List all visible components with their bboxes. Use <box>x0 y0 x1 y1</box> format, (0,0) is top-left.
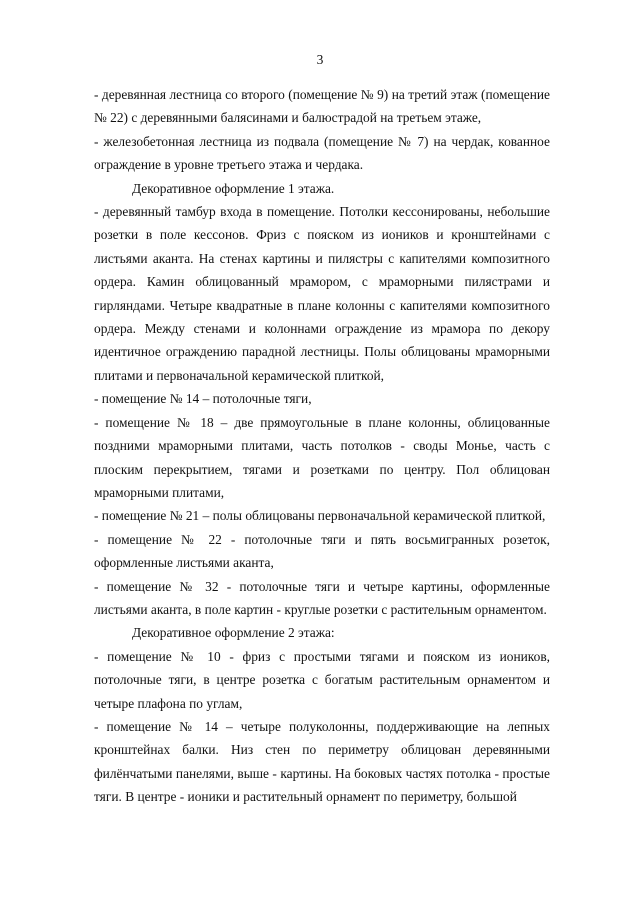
paragraph-floor-2-room-14: - помещение № 14 – четыре полуколонны, поддерживающие на лепных кронштейнах балки. Низ стен по периметру облицован деревянными филёнчатыми панелями, выше - картины. На боковых частях потолка - простые тяги. В центре - ионики и растительный орнамент по периметру, большой <box>94 718 550 805</box>
paragraph-floor-2-room-10: - помещение № 10 - фриз с простыми тягами и пояском из иоников, потолочные тяги, в центре розетка с богатым растительным орнаментом и четыре плафона по углам, <box>94 648 550 711</box>
heading-floor-2-decoration: Декоративное оформление 2 этажа: <box>132 625 335 641</box>
heading-floor-1-decoration: Декоративное оформление 1 этажа. <box>132 180 335 196</box>
page-number: 3 <box>316 52 324 67</box>
paragraph-staircase-concrete: - железобетонная лестница из подвала (помещение № 7) на чердак, кованное ограждение в уровне третьего этажа и чердака. <box>94 133 550 173</box>
paragraph-room-18: - помещение № 18 – две прямоугольные в плане колонны, облицованные поздними мраморными плитами, часть потолков - своды Монье, часть с плоским перекрытием, тягами и розетками по центру. Пол облицован мраморными плитами, <box>94 414 550 500</box>
paragraph-room-22: - помещение № 22 - потолочные тяги и пять восьмигранных розеток, оформленные листьями аканта, <box>94 531 550 571</box>
paragraph-room-21: - помещение № 21 – полы облицованы первоначальной керамической плиткой, <box>94 508 546 524</box>
paragraph-room-32: - помещение № 32 - потолочные тяги и четыре картины, оформленные листьями аканта, в поле картин - круглые розетки с растительным орнаментом. <box>94 578 550 617</box>
paragraph-floor-1-vestibule: - деревянный тамбур входа в помещение. Потолки кессонированы, небольшие розетки в поле кессонов. Фриз с пояском из иоников и кронштейнами с листьями аканта. На стенах картины и пилястры с капителями композитного ордера. Камин облицованный мрамором, с мраморными пилястрами и гирляндами. Четыре квадратные в плане колонны с капителями композитного ордера. Между стенами и колоннами ограждение из мрамора по декору идентичное ограждению парадной лестницы. Полы облицованы мраморными плитами и первоначальной керамической плиткой, <box>94 204 550 383</box>
document-body <box>94 83 550 809</box>
paragraph-room-14: - помещение № 14 – потолочные тяги, <box>94 391 312 407</box>
paragraph-staircase-wooden: - деревянная лестница со второго (помещение № 9) на третий этаж (помещение № 22) с деревянными балясинами и балюстрадой на третьем этаже, <box>94 87 550 126</box>
